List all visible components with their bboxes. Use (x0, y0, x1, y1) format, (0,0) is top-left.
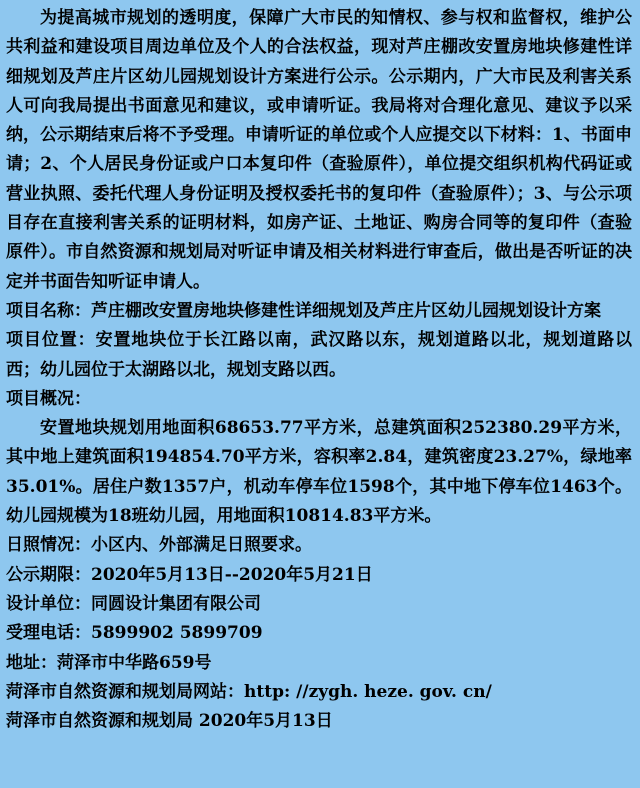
website-paragraph (6, 678, 632, 707)
design-unit-value: 同圆设计集团有限公司 (91, 593, 261, 614)
intro-paragraph: 为提高城市规划的透明度，保障广大市民的知情权、参与权和监督权，维护公共利益和建设项目周边单位及个人的合法权益，现对芦庄棚改安置房地块修建性详细规划及芦庄片区幼儿园规划设计方案进行公示。公示期内，广大市民及利害关系人可向我局提出书面意见和建议，或申请听证。我局将对合理化意见、建议予以采纳，公示期结束后将不予受理。申请听证的单位或个人应提交以下材料：1、书面申请；2、个人居民身份证或户口本复印件（查验原件），单位提交组织机构代码证或营业执照、委托代理人身份证明及授权委托书的复印件（查验原件）；3、与公示项目存在直接利害关系的证明材料，如房产证、土地证、购房合同等的复印件（查验原件）。市自然资源和规划局对听证申请及相关材料进行审查后，做出是否听证的决定并书面告知听证申请人。 (6, 8, 632, 292)
address-label: 地址： (6, 652, 57, 673)
phone-paragraph (6, 619, 632, 648)
project-name-value: 芦庄棚改安置房地块修建性详细规划及芦庄片区幼儿园规划设计方案 (91, 300, 601, 321)
project-location-label: 项目位置： (6, 330, 96, 351)
project-location-paragraph (6, 326, 632, 385)
publicity-period-label: 公示期限： (6, 564, 91, 585)
website-url: http: //zygh. heze. gov. cn/ (244, 681, 492, 702)
design-unit-paragraph (6, 590, 632, 619)
project-overview-label: 项目概况： (6, 388, 91, 409)
project-overview-body: 安置地块规划用地面积68653.77平方米，总建筑面积252380.29平方米，其中地上建筑面积194854.70平方米，容积率2.84，建筑密度23.27%，绿地率35.01%。居住户数1357户，机动车停车位1598个，其中地下停车位1463个。幼儿园规模为18班幼儿园，用地面积10814.83平方米。 (6, 418, 632, 527)
website-label: 菏泽市自然资源和规划局网站： (6, 681, 244, 702)
project-name-label: 项目名称： (6, 300, 91, 321)
publicity-period-paragraph (6, 561, 632, 590)
design-unit-label: 设计单位： (6, 593, 91, 614)
publicity-period-value: 2020年5月13日--2020年5月21日 (91, 564, 373, 585)
project-name-paragraph (6, 297, 632, 326)
sunlight-paragraph (6, 531, 632, 560)
sunlight-value: 小区内、外部满足日照要求。 (91, 535, 312, 556)
address-value: 菏泽市中华路659号 (57, 652, 212, 673)
sunlight-label: 日照情况： (6, 535, 91, 556)
phone-label: 受理电话： (6, 623, 91, 644)
address-paragraph (6, 649, 632, 678)
project-location-value: 安置地块位于长江路以南，武汉路以东，规划道路以北，规划道路以西；幼儿园位于太湖路以北，规划支路以西。 (6, 330, 633, 380)
signature-line: 菏泽市自然资源和规划局 2020年5月13日 (6, 711, 333, 732)
phone-value: 5899902 5899709 (91, 623, 263, 644)
